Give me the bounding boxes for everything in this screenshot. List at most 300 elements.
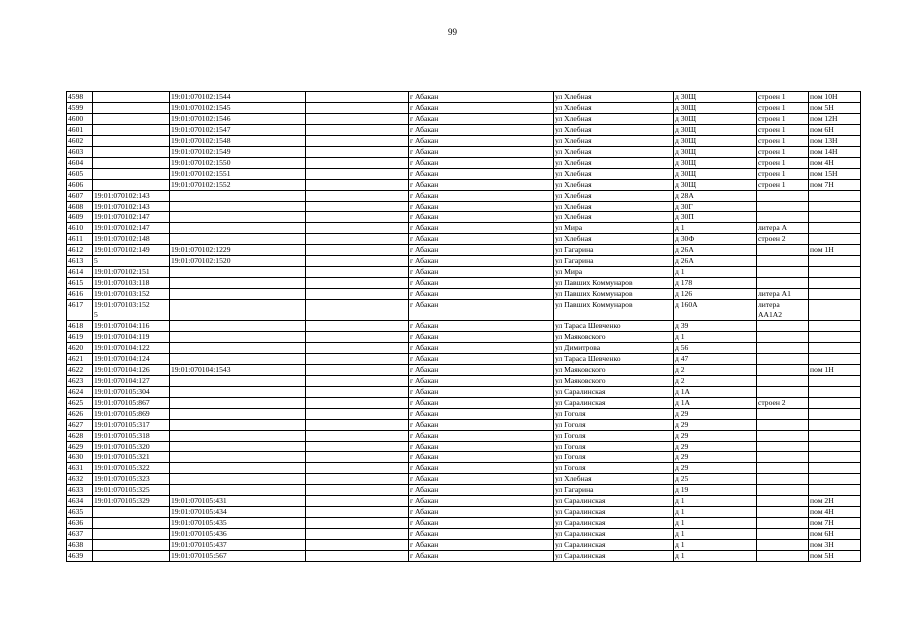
parcel-number-cell: 19:01:070105:321	[93, 452, 170, 463]
object-number-cell: 19:01:070102:1546	[170, 113, 306, 124]
street-cell: ул Гоголя	[554, 463, 674, 474]
row-number-cell: 4609	[67, 212, 93, 223]
city-cell: г Абакан	[409, 256, 554, 267]
premises-cell: пом 4Н	[809, 157, 861, 168]
row-number-cell: 4632	[67, 474, 93, 485]
house-cell: д 160А	[674, 300, 757, 321]
premises-cell	[809, 212, 861, 223]
city-cell: г Абакан	[409, 234, 554, 245]
table-row	[67, 92, 861, 103]
city-cell: г Абакан	[409, 92, 554, 103]
extra-number-cell	[306, 375, 409, 386]
parcel-number-cell: 19:01:070105:869	[93, 408, 170, 419]
building-cell	[757, 321, 809, 332]
house-cell: д 29	[674, 408, 757, 419]
table-row	[67, 551, 861, 562]
extra-number-cell	[306, 529, 409, 540]
house-cell: д 126	[674, 289, 757, 300]
building-cell	[757, 364, 809, 375]
parcel-number-cell: 19:01:070105:325	[93, 485, 170, 496]
table-row	[67, 102, 861, 113]
city-cell: г Абакан	[409, 397, 554, 408]
street-cell: ул Мира	[554, 223, 674, 234]
row-number-cell: 4628	[67, 430, 93, 441]
premises-cell: пом 12Н	[809, 113, 861, 124]
house-cell: д 1	[674, 223, 757, 234]
parcel-number-cell	[93, 92, 170, 103]
extra-number-cell	[306, 408, 409, 419]
table-row	[67, 278, 861, 289]
extra-number-cell	[306, 146, 409, 157]
table-row	[67, 386, 861, 397]
street-cell: ул Саралинская	[554, 529, 674, 540]
street-cell: ул Хлебная	[554, 92, 674, 103]
object-number-cell: 19:01:070102:1548	[170, 135, 306, 146]
table-row	[67, 540, 861, 551]
extra-number-cell	[306, 124, 409, 135]
object-number-cell	[170, 441, 306, 452]
city-cell: г Абакан	[409, 102, 554, 113]
street-cell: ул Саралинская	[554, 507, 674, 518]
building-cell: строен 1	[757, 168, 809, 179]
premises-cell: пом 5Н	[809, 551, 861, 562]
house-cell: д 47	[674, 353, 757, 364]
table-row	[67, 507, 861, 518]
premises-cell: пом 3Н	[809, 540, 861, 551]
object-number-cell: 19:01:070102:1520	[170, 256, 306, 267]
parcel-number-cell: 19:01:070104:124	[93, 353, 170, 364]
row-number-cell: 4616	[67, 289, 93, 300]
parcel-number-cell: 5	[93, 256, 170, 267]
page-number: 99	[448, 27, 457, 37]
premises-cell	[809, 267, 861, 278]
object-number-cell: 19:01:070102:1547	[170, 124, 306, 135]
building-cell	[757, 419, 809, 430]
row-number-cell: 4608	[67, 201, 93, 212]
street-cell: ул Гагарина	[554, 485, 674, 496]
building-cell: литера А	[757, 223, 809, 234]
building-cell	[757, 507, 809, 518]
house-cell: д 30Щ	[674, 168, 757, 179]
extra-number-cell	[306, 353, 409, 364]
extra-number-cell	[306, 331, 409, 342]
extra-number-cell	[306, 364, 409, 375]
parcel-number-cell: 19:01:070105:318	[93, 430, 170, 441]
premises-cell	[809, 289, 861, 300]
object-number-cell	[170, 331, 306, 342]
premises-cell	[809, 190, 861, 201]
extra-number-cell	[306, 485, 409, 496]
street-cell: ул Хлебная	[554, 179, 674, 190]
street-cell: ул Саралинская	[554, 551, 674, 562]
city-cell: г Абакан	[409, 212, 554, 223]
street-cell: ул Павших Коммунаров	[554, 278, 674, 289]
table-row	[67, 201, 861, 212]
parcel-number-cell: 19:01:070102:143	[93, 190, 170, 201]
city-cell: г Абакан	[409, 485, 554, 496]
city-cell: г Абакан	[409, 201, 554, 212]
city-cell: г Абакан	[409, 124, 554, 135]
building-cell	[757, 474, 809, 485]
object-number-cell	[170, 300, 306, 321]
extra-number-cell	[306, 256, 409, 267]
premises-cell: пом 10Н	[809, 92, 861, 103]
extra-number-cell	[306, 463, 409, 474]
house-cell: д 29	[674, 430, 757, 441]
object-number-cell	[170, 223, 306, 234]
building-cell: строен 1	[757, 102, 809, 113]
house-cell: д 1	[674, 518, 757, 529]
object-number-cell	[170, 201, 306, 212]
premises-cell	[809, 397, 861, 408]
house-cell: д 178	[674, 278, 757, 289]
table-row	[67, 375, 861, 386]
house-cell: д 1А	[674, 397, 757, 408]
premises-cell: пом 2Н	[809, 496, 861, 507]
city-cell: г Абакан	[409, 507, 554, 518]
parcel-number-cell: 19:01:070104:119	[93, 331, 170, 342]
row-number-cell: 4633	[67, 485, 93, 496]
building-cell	[757, 540, 809, 551]
city-cell: г Абакан	[409, 157, 554, 168]
extra-number-cell	[306, 157, 409, 168]
table-row	[67, 441, 861, 452]
row-number-cell: 4614	[67, 267, 93, 278]
parcel-number-cell: 19:01:070102:147	[93, 223, 170, 234]
street-cell: ул Саралинская	[554, 386, 674, 397]
building-cell	[757, 278, 809, 289]
street-cell: ул Маяковского	[554, 364, 674, 375]
house-cell: д 1	[674, 331, 757, 342]
object-number-cell: 19:01:070102:1545	[170, 102, 306, 113]
premises-cell	[809, 408, 861, 419]
object-number-cell: 19:01:070102:1549	[170, 146, 306, 157]
city-cell: г Абакан	[409, 342, 554, 353]
building-cell	[757, 441, 809, 452]
premises-cell: пом 7Н	[809, 518, 861, 529]
street-cell: ул Тараса Шевченко	[554, 321, 674, 332]
premises-cell	[809, 300, 861, 321]
row-number-cell: 4607	[67, 190, 93, 201]
street-cell: ул Хлебная	[554, 168, 674, 179]
house-cell: д 1	[674, 267, 757, 278]
premises-cell	[809, 375, 861, 386]
row-number-cell: 4611	[67, 234, 93, 245]
building-cell	[757, 408, 809, 419]
extra-number-cell	[306, 496, 409, 507]
parcel-number-cell: 19:01:070104:127	[93, 375, 170, 386]
city-cell: г Абакан	[409, 496, 554, 507]
house-cell: д 30П	[674, 212, 757, 223]
row-number-cell: 4619	[67, 331, 93, 342]
premises-cell: пом 1Н	[809, 364, 861, 375]
object-number-cell	[170, 430, 306, 441]
street-cell: ул Саралинская	[554, 540, 674, 551]
house-cell: д 30Щ	[674, 146, 757, 157]
parcel-number-cell	[93, 168, 170, 179]
premises-cell	[809, 441, 861, 452]
row-number-cell: 4601	[67, 124, 93, 135]
row-number-cell: 4625	[67, 397, 93, 408]
house-cell: д 1	[674, 507, 757, 518]
object-number-cell	[170, 485, 306, 496]
row-number-cell: 4598	[67, 92, 93, 103]
street-cell: ул Гагарина	[554, 245, 674, 256]
street-cell: ул Хлебная	[554, 212, 674, 223]
row-number-cell: 4638	[67, 540, 93, 551]
city-cell: г Абакан	[409, 321, 554, 332]
building-cell: строен 1	[757, 124, 809, 135]
parcel-number-cell: 19:01:070104:122	[93, 342, 170, 353]
city-cell: г Абакан	[409, 441, 554, 452]
table-row	[67, 430, 861, 441]
street-cell: ул Тараса Шевченко	[554, 353, 674, 364]
city-cell: г Абакан	[409, 278, 554, 289]
house-cell: д 29	[674, 463, 757, 474]
house-cell: д 29	[674, 452, 757, 463]
building-cell	[757, 342, 809, 353]
object-number-cell: 19:01:070105:435	[170, 518, 306, 529]
table-row	[67, 212, 861, 223]
parcel-number-cell	[93, 157, 170, 168]
row-number-cell: 4606	[67, 179, 93, 190]
premises-cell	[809, 256, 861, 267]
extra-number-cell	[306, 179, 409, 190]
street-cell: ул Хлебная	[554, 135, 674, 146]
table-row	[67, 300, 861, 321]
row-number-cell: 4605	[67, 168, 93, 179]
building-cell: строен 2	[757, 234, 809, 245]
premises-cell	[809, 463, 861, 474]
street-cell: ул Гагарина	[554, 256, 674, 267]
object-number-cell	[170, 190, 306, 201]
house-cell: д 39	[674, 321, 757, 332]
street-cell: ул Хлебная	[554, 201, 674, 212]
city-cell: г Абакан	[409, 408, 554, 419]
extra-number-cell	[306, 540, 409, 551]
table-row	[67, 135, 861, 146]
extra-number-cell	[306, 289, 409, 300]
extra-number-cell	[306, 321, 409, 332]
premises-cell: пом 6Н	[809, 529, 861, 540]
parcel-number-cell: 19:01:070102:148	[93, 234, 170, 245]
row-number-cell: 4621	[67, 353, 93, 364]
extra-number-cell	[306, 92, 409, 103]
object-number-cell	[170, 278, 306, 289]
building-cell	[757, 256, 809, 267]
premises-cell	[809, 353, 861, 364]
city-cell: г Абакан	[409, 364, 554, 375]
extra-number-cell	[306, 102, 409, 113]
table-row	[67, 289, 861, 300]
row-number-cell: 4635	[67, 507, 93, 518]
premises-cell	[809, 430, 861, 441]
city-cell: г Абакан	[409, 386, 554, 397]
row-number-cell: 4631	[67, 463, 93, 474]
object-number-cell	[170, 375, 306, 386]
table-row	[67, 157, 861, 168]
parcel-number-cell: 19:01:070105:320	[93, 441, 170, 452]
street-cell: ул Гоголя	[554, 430, 674, 441]
extra-number-cell	[306, 278, 409, 289]
city-cell: г Абакан	[409, 353, 554, 364]
row-number-cell: 4639	[67, 551, 93, 562]
house-cell: д 26А	[674, 245, 757, 256]
table-row	[67, 463, 861, 474]
premises-cell	[809, 278, 861, 289]
premises-cell	[809, 321, 861, 332]
premises-cell	[809, 201, 861, 212]
building-cell: строен 1	[757, 92, 809, 103]
city-cell: г Абакан	[409, 551, 554, 562]
object-number-cell	[170, 463, 306, 474]
extra-number-cell	[306, 397, 409, 408]
city-cell: г Абакан	[409, 135, 554, 146]
parcel-number-cell: 19:01:070104:126	[93, 364, 170, 375]
extra-number-cell	[306, 234, 409, 245]
extra-number-cell	[306, 267, 409, 278]
object-number-cell	[170, 353, 306, 364]
object-number-cell	[170, 452, 306, 463]
city-cell: г Абакан	[409, 223, 554, 234]
extra-number-cell	[306, 135, 409, 146]
object-number-cell	[170, 234, 306, 245]
building-cell	[757, 430, 809, 441]
parcel-number-cell: 19:01:070103:152 5	[93, 300, 170, 321]
city-cell: г Абакан	[409, 245, 554, 256]
row-number-cell: 4600	[67, 113, 93, 124]
object-number-cell: 19:01:070105:567	[170, 551, 306, 562]
premises-cell	[809, 485, 861, 496]
house-cell: д 1А	[674, 386, 757, 397]
street-cell: ул Хлебная	[554, 234, 674, 245]
row-number-cell: 4637	[67, 529, 93, 540]
building-cell	[757, 353, 809, 364]
object-number-cell: 19:01:070105:434	[170, 507, 306, 518]
object-number-cell	[170, 397, 306, 408]
table-row	[67, 267, 861, 278]
house-cell: д 1	[674, 529, 757, 540]
table-row	[67, 342, 861, 353]
street-cell: ул Маяковского	[554, 331, 674, 342]
parcel-number-cell	[93, 146, 170, 157]
table-row	[67, 419, 861, 430]
object-number-cell	[170, 342, 306, 353]
house-cell: д 29	[674, 419, 757, 430]
table-row	[67, 245, 861, 256]
parcel-number-cell: 19:01:070105:322	[93, 463, 170, 474]
premises-cell	[809, 223, 861, 234]
row-number-cell: 4599	[67, 102, 93, 113]
street-cell: ул Павших Коммунаров	[554, 289, 674, 300]
table-row	[67, 234, 861, 245]
house-cell: д 28А	[674, 190, 757, 201]
table-row	[67, 397, 861, 408]
house-cell: д 30Ф	[674, 234, 757, 245]
object-number-cell	[170, 474, 306, 485]
parcel-number-cell: 19:01:070105:323	[93, 474, 170, 485]
row-number-cell: 4629	[67, 441, 93, 452]
row-number-cell: 4612	[67, 245, 93, 256]
street-cell: ул Хлебная	[554, 102, 674, 113]
parcel-number-cell	[93, 113, 170, 124]
parcel-number-cell: 19:01:070102:151	[93, 267, 170, 278]
parcel-number-cell: 19:01:070105:329	[93, 496, 170, 507]
parcel-number-cell	[93, 518, 170, 529]
table-row	[67, 474, 861, 485]
building-cell: строен 1	[757, 146, 809, 157]
extra-number-cell	[306, 474, 409, 485]
extra-number-cell	[306, 507, 409, 518]
city-cell: г Абакан	[409, 518, 554, 529]
premises-cell: пом 7Н	[809, 179, 861, 190]
building-cell: строен 1	[757, 179, 809, 190]
city-cell: г Абакан	[409, 289, 554, 300]
house-cell: д 26А	[674, 256, 757, 267]
street-cell: ул Маяковского	[554, 375, 674, 386]
house-cell: д 30Щ	[674, 179, 757, 190]
house-cell: д 30Щ	[674, 113, 757, 124]
table-row	[67, 518, 861, 529]
row-number-cell: 4613	[67, 256, 93, 267]
street-cell: ул Хлебная	[554, 146, 674, 157]
row-number-cell: 4624	[67, 386, 93, 397]
row-number-cell: 4617	[67, 300, 93, 321]
extra-number-cell	[306, 430, 409, 441]
object-number-cell: 19:01:070104:1543	[170, 364, 306, 375]
house-cell: д 1	[674, 551, 757, 562]
extra-number-cell	[306, 245, 409, 256]
street-cell: ул Димитрова	[554, 342, 674, 353]
building-cell: строен 1	[757, 157, 809, 168]
building-cell	[757, 212, 809, 223]
city-cell: г Абакан	[409, 179, 554, 190]
parcel-number-cell: 19:01:070105:317	[93, 419, 170, 430]
premises-cell: пом 14Н	[809, 146, 861, 157]
house-cell: д 2	[674, 364, 757, 375]
building-cell	[757, 529, 809, 540]
building-cell	[757, 452, 809, 463]
building-cell	[757, 190, 809, 201]
street-cell: ул Павших Коммунаров	[554, 300, 674, 321]
row-number-cell: 4618	[67, 321, 93, 332]
object-number-cell	[170, 419, 306, 430]
city-cell: г Абакан	[409, 419, 554, 430]
premises-cell	[809, 331, 861, 342]
object-number-cell: 19:01:070105:431	[170, 496, 306, 507]
city-cell: г Абакан	[409, 474, 554, 485]
house-cell: д 25	[674, 474, 757, 485]
table-row	[67, 485, 861, 496]
city-cell: г Абакан	[409, 331, 554, 342]
premises-cell: пом 15Н	[809, 168, 861, 179]
parcel-number-cell	[93, 102, 170, 113]
extra-number-cell	[306, 223, 409, 234]
premises-cell: пом 6Н	[809, 124, 861, 135]
building-cell	[757, 267, 809, 278]
table-row	[67, 496, 861, 507]
city-cell: г Абакан	[409, 146, 554, 157]
city-cell: г Абакан	[409, 168, 554, 179]
row-number-cell: 4636	[67, 518, 93, 529]
parcel-number-cell: 19:01:070103:152	[93, 289, 170, 300]
street-cell: ул Саралинская	[554, 397, 674, 408]
city-cell: г Абакан	[409, 463, 554, 474]
row-number-cell: 4602	[67, 135, 93, 146]
object-number-cell	[170, 386, 306, 397]
premises-cell	[809, 234, 861, 245]
house-cell: д 1	[674, 540, 757, 551]
